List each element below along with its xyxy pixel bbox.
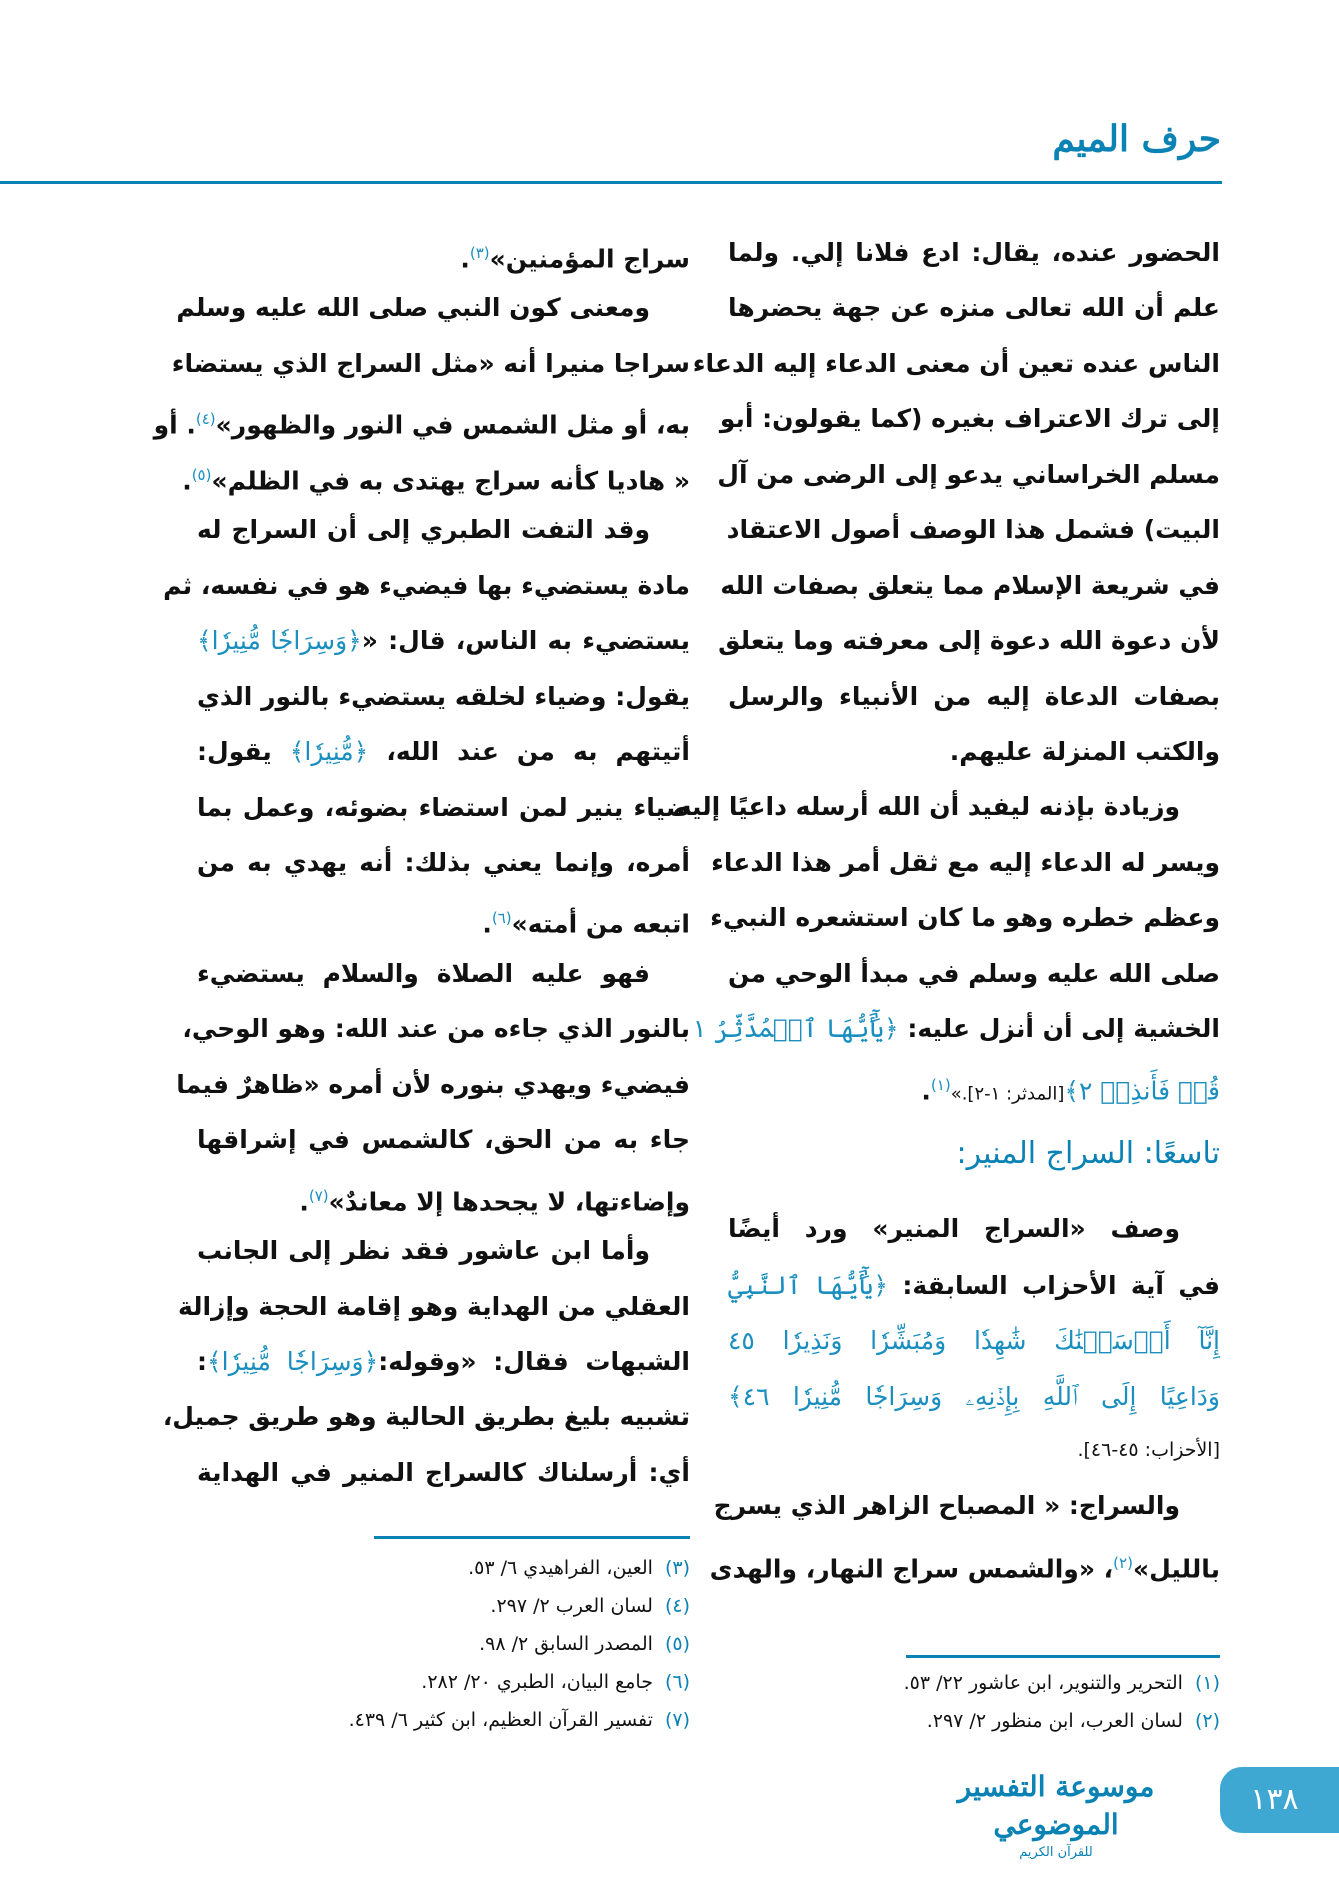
footnote (904, 1664, 1220, 1702)
text: تشبيه بليغ بطريق الحالية وهو طريق جميل، (162, 1402, 690, 1431)
text: . (460, 244, 470, 274)
text: جاء به من الحق، كالشمس في إشراقها (197, 1125, 690, 1154)
header-divider (0, 181, 1222, 184)
text-line (728, 225, 1220, 281)
text-line (197, 724, 690, 780)
footnote-ref: (٧) (308, 1187, 329, 1205)
text: مادة يستضيء بها فيضيء هو في نفسه، ثم (163, 571, 690, 600)
text-line (171, 336, 690, 392)
footnote-text: العين، الفراهيدي ٦/ ٥٣. (468, 1557, 653, 1579)
text: ومعنى كون النبي صلى الله عليه وسلم (176, 293, 650, 322)
text-line (720, 558, 1220, 614)
footnotes-right (904, 1664, 1220, 1740)
text-line (692, 1001, 1220, 1057)
quran-verse: ﴿وَسِرَاجٗا مُّنِيرٗا﴾ (197, 626, 362, 655)
text: وصف «السراج المنير» ورد أيضًا (728, 1214, 1180, 1243)
footnote-number: (٥) (664, 1633, 690, 1655)
footnote-ref: (٤) (195, 410, 216, 428)
logo-title: موسوعة التفسير الموضوعي (957, 1770, 1155, 1841)
text: والكتب المنزلة عليهم. (949, 737, 1220, 766)
chapter-title: حرف الميم (1052, 118, 1221, 160)
text-line (728, 1422, 1220, 1478)
text-line (728, 1258, 1220, 1314)
text-line (713, 1478, 1220, 1534)
text-line (717, 447, 1220, 503)
text: بالنور الذي جاءه من عند الله: وهو الوحي، (182, 1014, 690, 1043)
text-line (719, 391, 1220, 447)
footnote (349, 1663, 690, 1701)
footnote (349, 1587, 690, 1625)
footnote-text: لسان العرب، ابن منظور ٢/ ٢٩٧. (926, 1710, 1183, 1732)
text: والسراج: « المصباح الزاهر الذي يسرج (713, 1491, 1180, 1520)
text: فيضيء ويهدي بنوره لأن أمره «ظاهرٌ فيما (176, 1070, 690, 1099)
text-line (182, 1001, 690, 1057)
text-line (197, 225, 690, 281)
quran-verse: ﴿يَٰٓأَيُّهَا ٱلۡمُدَّثِّرُ ١ (692, 1014, 899, 1043)
text: يستضيء به الناس، قال: « (361, 626, 691, 655)
text-line (728, 1369, 1220, 1425)
footnote-text: التحرير والتنوير، ابن عاشور ٢٢/ ٥٣. (903, 1672, 1183, 1694)
text-line (676, 779, 1220, 835)
text: . (482, 909, 492, 939)
quran-verse: ﴿مُّنِيرٗا﴾ (289, 737, 369, 766)
text: اتبعه من أمته» (511, 909, 690, 939)
text-line (197, 613, 690, 669)
footnote-text: تفسير القرآن العظيم، ابن كثير ٦/ ٤٣٩. (348, 1709, 653, 1731)
text-line (162, 1389, 690, 1445)
text-line (197, 502, 690, 558)
text: . (182, 466, 192, 496)
text: . (299, 1187, 309, 1217)
text-line (197, 1445, 690, 1501)
footnote-ref: (٣) (469, 244, 490, 262)
logo-subtitle: للقرآن الكريم (1019, 1845, 1093, 1860)
text: . أو (153, 410, 196, 440)
text-line (153, 391, 690, 447)
footnote (349, 1549, 690, 1587)
text: يقول: وضياء لخلقه يستضيء بالنور الذي (197, 682, 690, 711)
text: الخشية إلى أن أنزل عليه: (898, 1014, 1220, 1043)
footnote (904, 1702, 1220, 1740)
footnote-divider-left (374, 1536, 690, 1539)
text-line (710, 890, 1220, 946)
footnote (349, 1701, 690, 1739)
text: الناس عنده تعين أن معنى الدعاء إليه الدعاء (692, 349, 1220, 378)
text-line (692, 336, 1220, 392)
text-line (197, 946, 690, 1002)
text: صلى الله عليه وسلم في مبدأ الوحي من (728, 959, 1220, 988)
text-line (728, 1057, 1220, 1113)
text: . (921, 1076, 931, 1106)
footnote-number: (٧) (664, 1709, 690, 1731)
footnote-number: (٦) (664, 1671, 690, 1693)
text: سراج المؤمنين» (489, 244, 690, 274)
quran-verse: إِنَّآ أَرۡسَلۡنَٰكَ شَٰهِدٗا وَمُبَشِّرٗا وَنَذِيرٗا ٤٥ (728, 1326, 1220, 1355)
text-line (182, 447, 690, 503)
quran-verse: ﴿وَسِرَاجٗا مُّنِيرٗا﴾ (207, 1347, 379, 1376)
footnote (349, 1625, 690, 1663)
text: بصفات الدعاة إليه من الأنبياء والرسل (728, 682, 1220, 711)
footnote-text: المصدر السابق ٢/ ٩٨. (479, 1633, 653, 1655)
text: : (197, 1347, 207, 1376)
text: علم أن الله تعالى منزه عن جهة يحضرها (728, 293, 1220, 322)
footnote-number: (١) (1194, 1672, 1220, 1694)
text-line (197, 1223, 690, 1279)
text: في آية الأحزاب السابقة: (888, 1271, 1220, 1300)
footnote-ref: (٥) (191, 466, 212, 484)
footnote-divider-right (906, 1655, 1220, 1658)
text: أتيتهم به من عند الله، (368, 737, 690, 766)
text-line (718, 613, 1220, 669)
text: ويسر له الدعاء إليه مع ثقل أمر هذا الدعاء (711, 848, 1220, 877)
footnote-ref: (٦) (491, 909, 512, 927)
text-line (197, 669, 690, 725)
text: سراجا منيرا أنه «مثل السراج الذي يستضاء (171, 349, 690, 378)
text-line (163, 558, 690, 614)
text: أمره، وإنما يعني بذلك: أنه يهدي به من (197, 848, 690, 877)
verse-citation: [المدثر: ١-٢].» (950, 1083, 1065, 1105)
text: العقلي من الهداية وهو إقامة الحجة وإزالة (177, 1292, 690, 1321)
text-line (728, 1313, 1220, 1369)
quran-verse: قُمۡ فَأَنذِرۡ ٢﴾ (1064, 1076, 1220, 1106)
text: الحضور عنده، يقال: ادع فلانا إلي. ولما (728, 238, 1220, 267)
text-line (197, 1168, 690, 1224)
text-line (728, 669, 1220, 725)
text: الشبهات فقال: «وقوله: (378, 1347, 690, 1376)
text: وعظم خطره وهو ما كان استشعره النبيء (710, 903, 1220, 932)
text-line (197, 890, 690, 946)
text-line (728, 946, 1220, 1002)
text: وإضاءتها، لا يجحدها إلا معاندٌ» (328, 1187, 690, 1217)
text: « هاديا كأنه سراج يهتدى به في الظلم» (211, 466, 690, 496)
text-line (197, 1334, 690, 1390)
text: في شريعة الإسلام مما يتعلق بصفات الله (720, 571, 1220, 600)
text: لأن دعوة الله دعوة إلى معرفته وما يتعلق (718, 626, 1220, 655)
footnote-number: (٤) (664, 1595, 690, 1617)
text-line (176, 280, 690, 336)
page-number: ١٣٨ (1220, 1767, 1339, 1833)
footnote-ref: (٢) (1113, 1554, 1133, 1572)
text: وزيادة بإذنه ليفيد أن الله أرسله داعيًا إليه (676, 792, 1180, 821)
text: وقد التفت الطبري إلى أن السراج له (197, 515, 650, 544)
text-line (197, 1112, 690, 1168)
encyclopedia-logo (934, 1768, 1178, 1862)
text: به، أو مثل الشمس في النور والظهور» (215, 410, 690, 440)
text-line (197, 835, 690, 891)
text-line (176, 1057, 690, 1113)
text-line (728, 280, 1220, 336)
text: بالليل» (1132, 1554, 1220, 1584)
text-line (709, 1535, 1220, 1591)
text: فهو عليه الصلاة والسلام يستضيء (197, 959, 650, 988)
text-line (177, 1279, 690, 1335)
footnote-text: لسان العرب ٢/ ٢٩٧. (490, 1595, 653, 1617)
quran-verse: وَدَاعِيًا إِلَى ٱللَّهِ بِإِذۡنِهِۦ وَسِرَاجٗا مُّنِيرٗا ٤٦﴾ (728, 1382, 1220, 1411)
text-line (728, 502, 1220, 558)
text-line (711, 835, 1220, 891)
text: إلى ترك الاعتراف بغيره (كما يقولون: أبو (719, 404, 1220, 433)
footnote-text: جامع البيان، الطبري ٢٠/ ٢٨٢. (421, 1671, 653, 1693)
text: ضياء ينير لمن استضاء بضوئه، وعمل بما (197, 793, 690, 822)
text: يقول: (197, 737, 290, 766)
footnote-ref: (١) (930, 1076, 951, 1094)
text: [الأحزاب: ٤٥-٤٦]. (1077, 1439, 1220, 1461)
footnote-number: (٢) (1194, 1710, 1220, 1732)
quran-verse: ﴿يَٰٓأَيُّهَا ٱلنَّبِيُّ (728, 1271, 889, 1300)
text: ، «والشمس سراج النهار، والهدى (709, 1554, 1114, 1584)
text: مسلم الخراساني يدعو إلى الرضى من آل (717, 460, 1220, 489)
text-line (728, 1201, 1220, 1257)
footnote-number: (٣) (664, 1557, 690, 1579)
text-line (197, 780, 690, 836)
text: تاسعًا: السراج المنير: (956, 1136, 1220, 1171)
text: وأما ابن عاشور فقد نظر إلى الجانب (197, 1236, 650, 1265)
text: أي: أرسلناك كالسراج المنير في الهداية (197, 1458, 690, 1487)
footnotes-left (349, 1549, 690, 1739)
text-line (728, 724, 1220, 780)
section-heading (728, 1126, 1220, 1182)
text: البيت) فشمل هذا الوصف أصول الاعتقاد (726, 515, 1220, 544)
